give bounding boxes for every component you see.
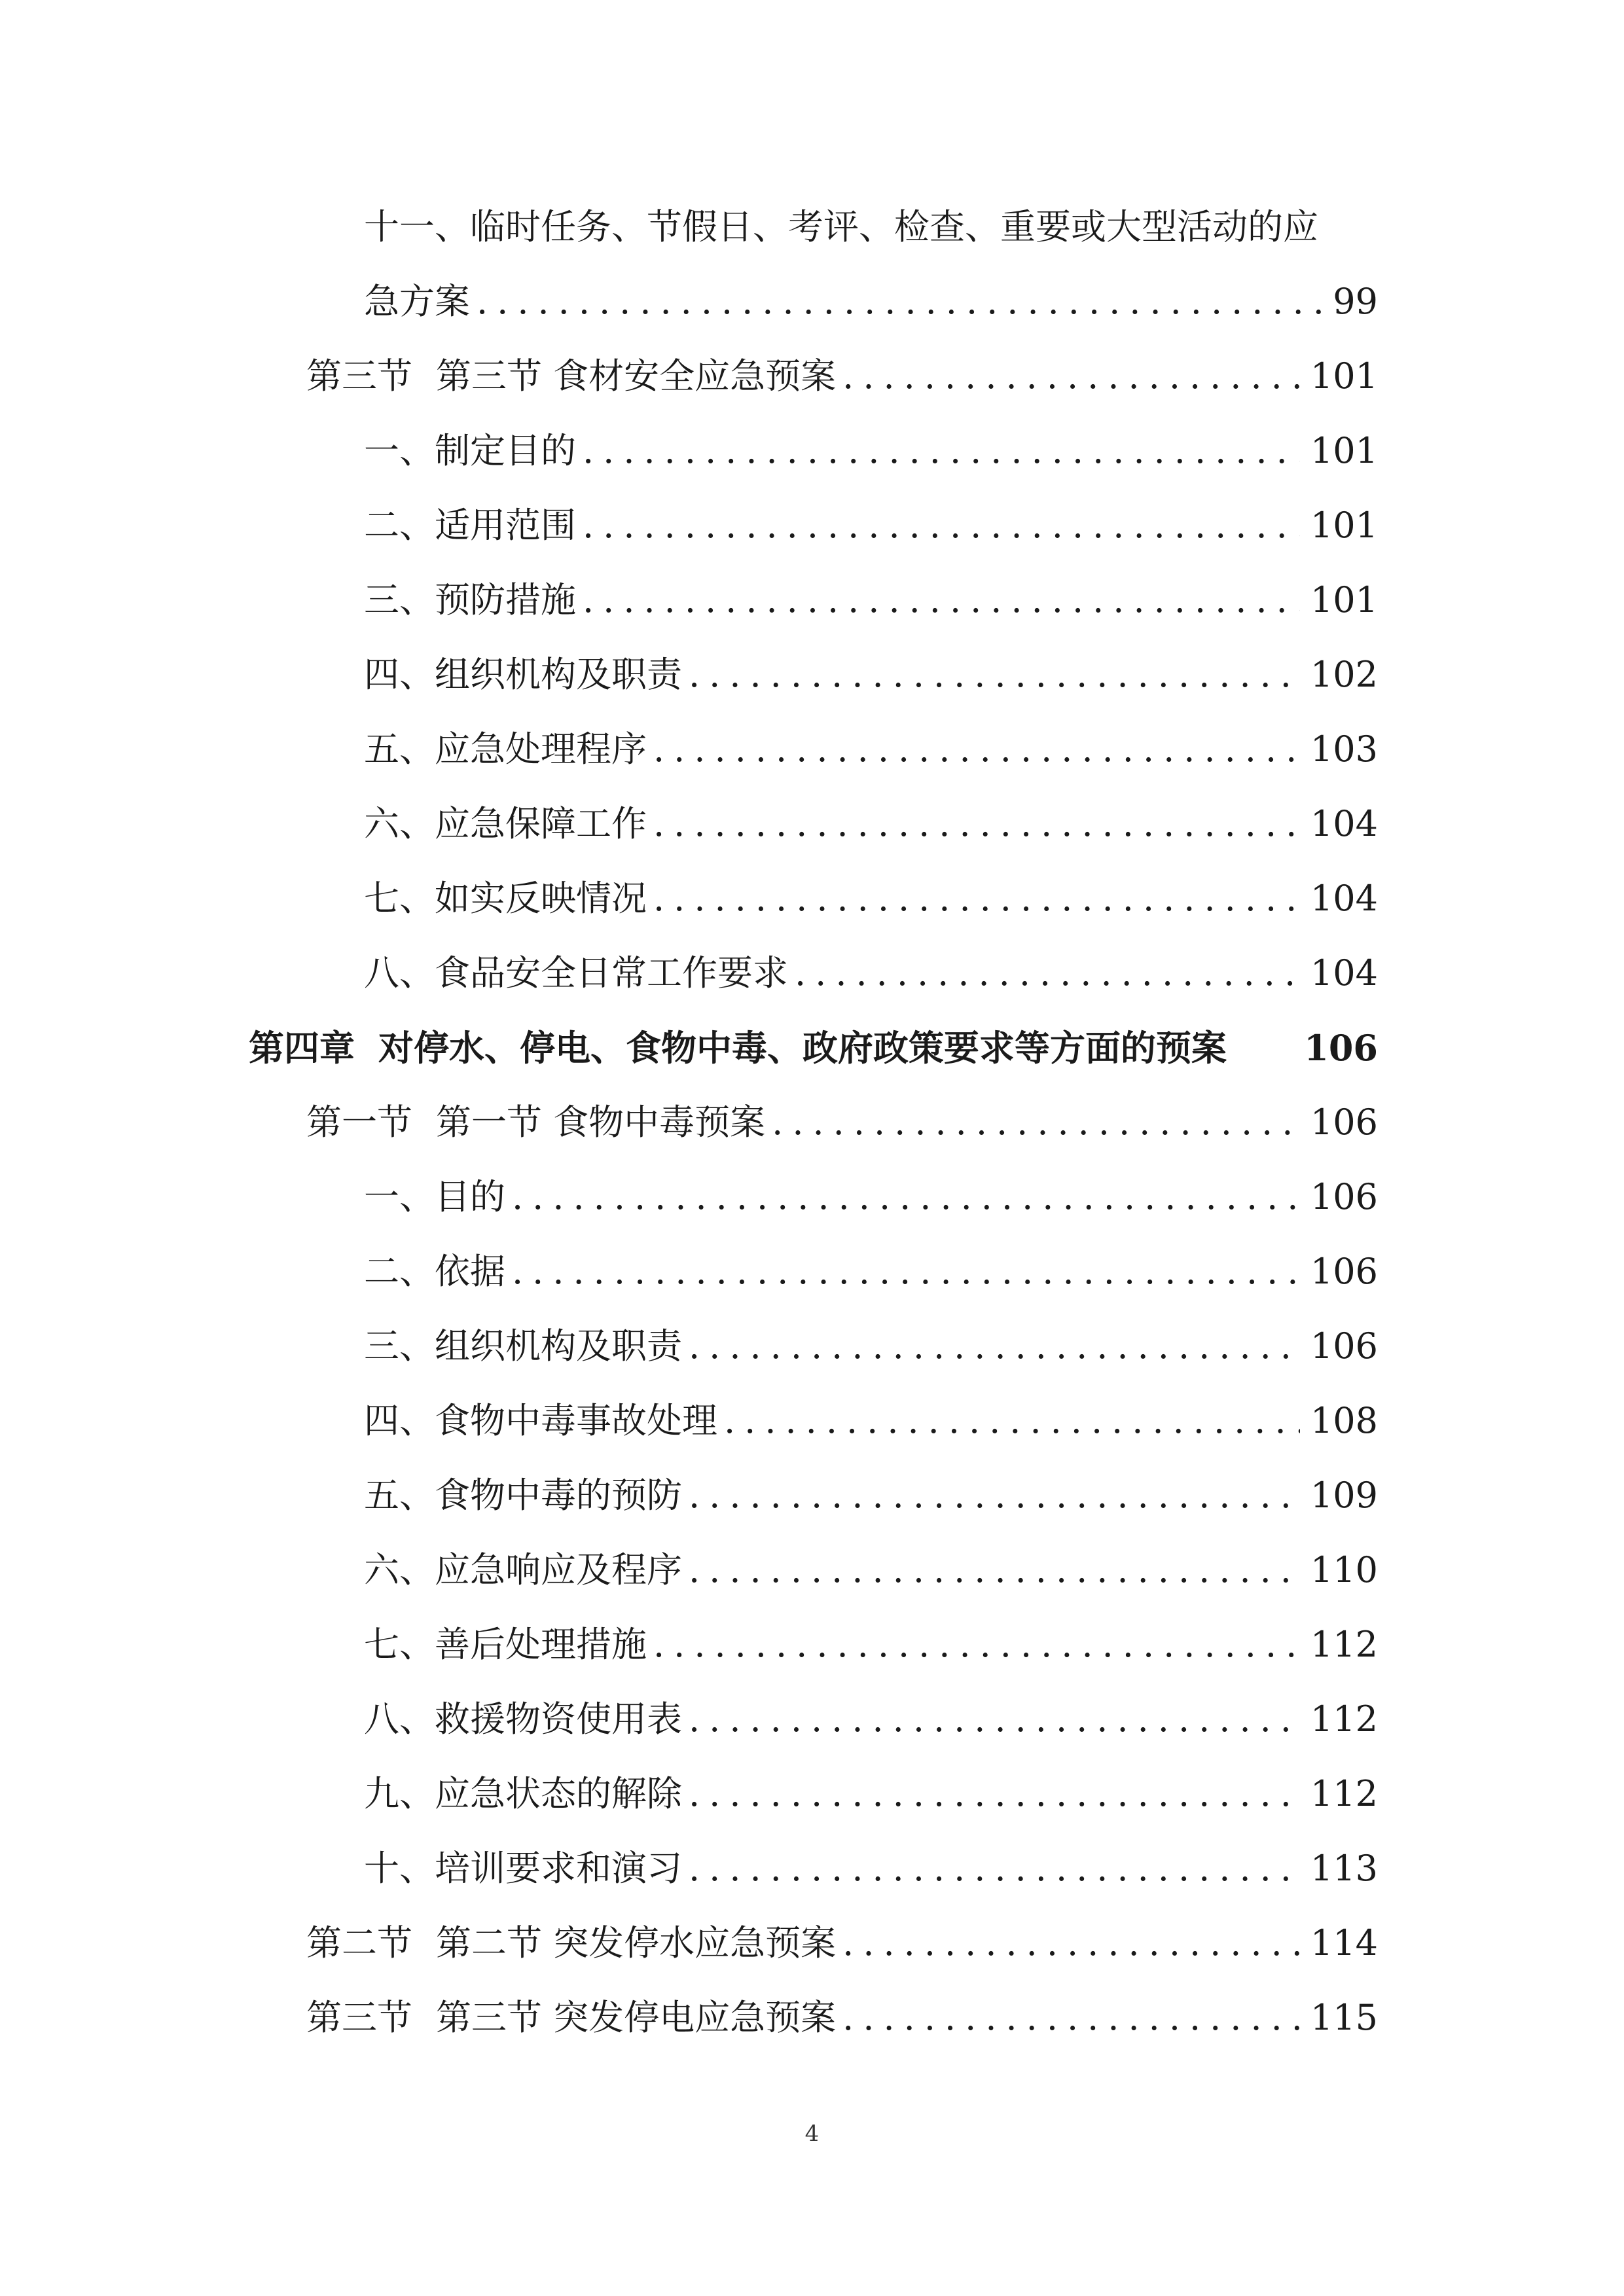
toc-section-water-outage[interactable] — [249, 1906, 1378, 1981]
toc-entry-page: 102 — [1310, 654, 1378, 695]
toc-item[interactable] — [249, 787, 1378, 861]
toc-item[interactable] — [249, 861, 1378, 936]
toc-entry-page: 114 — [1310, 1922, 1378, 1964]
dot-leader — [842, 1981, 1300, 2055]
toc-entry-page: 101 — [1310, 430, 1378, 471]
toc-item-title: 八、食品安全日常工作要求 — [364, 952, 788, 994]
toc-section-number: 第三节 — [306, 1997, 412, 2038]
toc-item-title: 六、应急响应及程序 — [364, 1549, 682, 1590]
toc-entry-page: 110 — [1310, 1549, 1378, 1590]
dot-leader — [795, 936, 1300, 1011]
toc-item[interactable] — [249, 414, 1378, 488]
toc-item-title: 一、制定目的 — [364, 430, 576, 471]
toc-item[interactable] — [249, 1533, 1378, 1607]
dot-leader — [653, 712, 1300, 787]
toc-entry-title-line1: 十一、临时任务、节假日、考评、检查、重要或大型活动的应 — [364, 206, 1318, 247]
toc-chapter-title — [249, 1011, 1304, 1085]
toc-entry-page: 106 — [1310, 1102, 1378, 1143]
toc-item-title: 二、依据 — [364, 1251, 505, 1292]
toc-chapter-number: 第四章 — [249, 1027, 355, 1069]
toc-item-title: 四、组织机构及职责 — [364, 654, 682, 695]
toc-item-title: 一、目的 — [364, 1176, 505, 1217]
toc-item-title: 四、食物中毒事故处理 — [364, 1400, 717, 1441]
toc-section-name: 第一节 食物中毒预案 — [436, 1102, 766, 1143]
toc-entry-title-line2: 急方案 — [364, 281, 470, 322]
toc-item[interactable] — [249, 1234, 1378, 1309]
toc-item[interactable] — [249, 1757, 1378, 1831]
dot-leader — [689, 1309, 1300, 1384]
toc-item[interactable] — [249, 1831, 1378, 1906]
toc-section-number: 第一节 — [306, 1102, 412, 1143]
toc-entry-page: 104 — [1310, 878, 1378, 919]
dot-leader — [689, 1458, 1300, 1533]
toc-item-title: 八、救援物资使用表 — [364, 1698, 682, 1740]
toc-item[interactable] — [249, 488, 1378, 563]
dot-leader — [689, 1682, 1300, 1757]
page-number: 4 — [804, 2121, 820, 2147]
toc-section-title — [306, 1906, 836, 1981]
toc-chapter-4[interactable] — [249, 1011, 1378, 1085]
dot-leader — [772, 1085, 1300, 1160]
toc-entry-page: 109 — [1310, 1475, 1378, 1516]
dot-leader — [512, 1234, 1300, 1309]
dot-leader — [842, 1906, 1300, 1981]
toc-item-title: 三、预防措施 — [364, 579, 576, 620]
toc-item[interactable] — [249, 712, 1378, 787]
toc-item[interactable] — [249, 1682, 1378, 1757]
toc-item-title: 五、食物中毒的预防 — [364, 1475, 682, 1516]
toc-entry-page: 101 — [1310, 505, 1378, 546]
toc-item-title: 九、应急状态的解除 — [364, 1773, 682, 1814]
toc-entry-page: 112 — [1310, 1698, 1378, 1740]
toc-section-name: 第三节 食材安全应急预案 — [436, 355, 837, 397]
toc-entry-page: 101 — [1310, 579, 1378, 620]
toc-section-name: 第二节 突发停水应急预案 — [436, 1922, 837, 1964]
toc-item[interactable] — [249, 1607, 1378, 1682]
toc-entry-page: 99 — [1333, 281, 1378, 322]
toc-entry-page: 104 — [1310, 803, 1378, 844]
dot-leader — [689, 637, 1300, 712]
toc-entry-page: 101 — [1310, 355, 1378, 397]
dot-leader — [512, 1160, 1300, 1234]
toc-section-number: 第三节 — [306, 355, 412, 397]
toc-item[interactable] — [249, 1160, 1378, 1234]
toc-item[interactable] — [249, 637, 1378, 712]
toc-item-title: 二、适用范围 — [364, 505, 576, 546]
toc-entry-page: 106 — [1310, 1251, 1378, 1292]
dot-leader — [689, 1757, 1300, 1831]
toc-entry-page: 108 — [1310, 1400, 1378, 1441]
toc-item-title: 六、应急保障工作 — [364, 803, 647, 844]
dot-leader — [689, 1533, 1300, 1607]
dot-leader — [842, 339, 1300, 414]
toc-section-power-outage[interactable] — [249, 1981, 1378, 2055]
toc-section-title — [306, 1085, 765, 1160]
dot-leader — [653, 1607, 1300, 1682]
dot-leader — [477, 264, 1322, 339]
toc-section-title — [306, 339, 836, 414]
toc-section-title — [306, 1981, 836, 2055]
toc-item[interactable] — [249, 1458, 1378, 1533]
toc-item[interactable] — [249, 1384, 1378, 1458]
toc-entry-wrapped[interactable] — [249, 190, 1378, 339]
toc-entry-page: 112 — [1310, 1624, 1378, 1665]
table-of-contents — [249, 190, 1378, 2055]
dot-leader — [653, 861, 1300, 936]
toc-section-food-safety[interactable] — [249, 339, 1378, 414]
toc-item-title: 七、善后处理措施 — [364, 1624, 647, 1665]
toc-entry-page: 106 — [1304, 1027, 1378, 1069]
toc-entry-title-line2-row — [364, 264, 1378, 339]
dot-leader — [583, 414, 1300, 488]
toc-item-title: 七、如实反映情况 — [364, 878, 647, 919]
dot-leader — [724, 1384, 1300, 1458]
toc-item[interactable] — [249, 563, 1378, 637]
toc-section-number: 第二节 — [306, 1922, 412, 1964]
toc-entry-page: 112 — [1310, 1773, 1378, 1814]
toc-item[interactable] — [249, 936, 1378, 1011]
toc-entry-page: 103 — [1310, 728, 1378, 770]
toc-item-title: 十、培训要求和演习 — [364, 1848, 682, 1889]
toc-item-title: 五、应急处理程序 — [364, 728, 647, 770]
dot-leader — [583, 563, 1300, 637]
dot-leader — [583, 488, 1300, 563]
toc-item[interactable] — [249, 1309, 1378, 1384]
toc-entry-page: 106 — [1310, 1325, 1378, 1367]
toc-section-food-poisoning[interactable] — [249, 1085, 1378, 1160]
dot-leader — [653, 787, 1300, 861]
toc-entry-page: 113 — [1310, 1848, 1378, 1889]
toc-entry-page: 106 — [1310, 1176, 1378, 1217]
toc-entry-page: 104 — [1310, 952, 1378, 994]
toc-entry-page: 115 — [1310, 1997, 1378, 2038]
dot-leader — [689, 1831, 1300, 1906]
toc-chapter-name: 对停水、停电、食物中毒、政府政策要求等方面的预案 — [378, 1027, 1227, 1069]
toc-section-name: 第三节 突发停电应急预案 — [436, 1997, 837, 2038]
toc-item-title: 三、组织机构及职责 — [364, 1325, 682, 1367]
